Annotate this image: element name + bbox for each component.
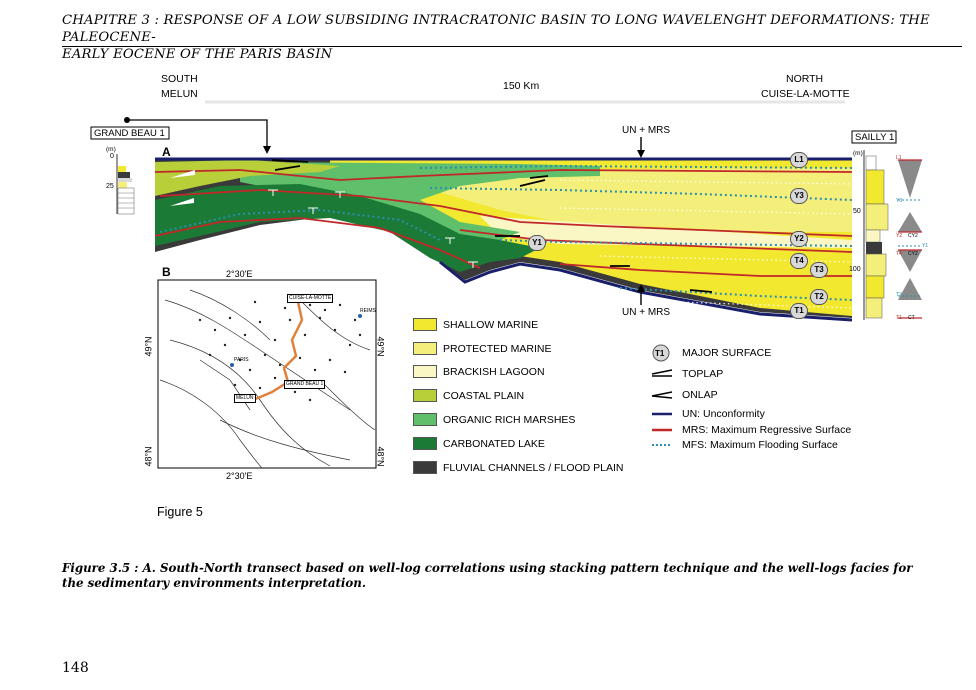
surface-marker-t1 — [790, 303, 808, 319]
un-mrs-top-label: UN + MRS — [622, 125, 671, 136]
surface-marker-l1 — [790, 152, 808, 168]
map-lon-top: 2°30'E — [226, 269, 253, 279]
legend-label: ORGANIC RICH MARSHES — [443, 414, 576, 426]
panel-a-label: A — [162, 145, 171, 159]
map-lon-bottom: 2°30'E — [226, 471, 253, 481]
legend-symbols — [652, 345, 672, 445]
map-lat-bottom-left: 48°N — [143, 446, 154, 467]
log-label: T1 — [896, 315, 902, 321]
figure-caption: Figure 3.5 : A. South-North transect based on well-log correlations using stacking pattern technique and the well-logs facies for the sedimentary environments interpretation. — [62, 561, 913, 590]
grand-beau-label: GRAND BEAU 1 — [94, 128, 165, 139]
legend-label: MAJOR SURFACE — [682, 347, 772, 359]
chapter-header-line2: EARLY EOCENE OF THE PARIS BASIN — [62, 47, 333, 62]
left-log-unit: (m) — [106, 146, 116, 153]
south-town-label: MELUN — [161, 88, 198, 100]
right-log-tick: 100 — [849, 266, 861, 273]
map-place-paris: PARIS — [234, 357, 249, 363]
log-label: L1 — [896, 155, 902, 161]
log-label: Y3 — [896, 198, 903, 204]
legend-swatch — [413, 461, 437, 474]
log-label: CY2 — [908, 251, 918, 257]
north-label: NORTH — [786, 73, 824, 85]
left-log-band — [118, 172, 130, 178]
legend-swatch — [413, 318, 437, 331]
log-label: CY2 — [908, 233, 918, 239]
map-place-reims: REIMS — [360, 308, 376, 314]
surface-marker-y3 — [790, 188, 808, 204]
surface-t3-text: T3 — [814, 265, 824, 274]
legend-swatch — [413, 365, 437, 378]
north-town-label: CUISE-LA-MOTTE — [761, 88, 850, 100]
legend-label: FLUVIAL CHANNELS / FLOOD PLAIN — [443, 462, 624, 474]
legend-label: COASTAL PLAIN — [443, 390, 525, 402]
legend-label: PROTECTED MARINE — [443, 343, 552, 355]
surface-y3-text: Y3 — [794, 191, 804, 200]
south-label: SOUTH — [161, 73, 198, 85]
page-number: 148 — [62, 660, 89, 676]
map-place-grand-beau: GRAND BEAU 1 — [286, 381, 324, 387]
surface-y1-text: Y1 — [532, 238, 542, 247]
legend-swatch — [413, 437, 437, 450]
left-log-band — [118, 182, 127, 188]
surface-t2-text: T2 — [814, 292, 824, 301]
surface-y2-text: Y2 — [794, 234, 804, 243]
left-log-band — [118, 188, 134, 214]
legend-major-surface-symbol: T1 — [655, 349, 665, 358]
right-log-unit: (m) — [853, 150, 863, 157]
sailly-label: SAILLY 1 — [855, 132, 895, 143]
surface-marker-y2 — [790, 231, 808, 247]
legend-label: MRS: Maximum Regressive Surface — [682, 424, 852, 436]
legend-swatch — [413, 389, 437, 402]
map-frame — [158, 280, 376, 468]
legend-label: BRACKISH LAGOON — [443, 366, 545, 378]
right-log-tick: 50 — [853, 208, 861, 215]
left-log-tick: 25 — [106, 183, 114, 190]
right-log-bands — [866, 156, 888, 318]
map-place-cuise: CUISE-LA-MOTTE — [289, 295, 332, 301]
log-label: T4 — [896, 251, 902, 257]
surface-t4-text: T4 — [794, 256, 804, 265]
left-log-band — [118, 178, 132, 182]
log-label: CT — [908, 315, 915, 321]
legend-label: UN: Unconformity — [682, 408, 765, 420]
scale-label: 150 Km — [503, 80, 540, 92]
log-label: Y2 — [896, 233, 903, 239]
map-place-melun: MELUN — [236, 395, 254, 401]
surface-marker-t3 — [810, 262, 828, 278]
surface-marker-y1 — [528, 235, 546, 251]
un-mrs-top-arrowhead — [637, 150, 645, 158]
legend-label: ONLAP — [682, 389, 718, 401]
legend-label: SHALLOW MARINE — [443, 319, 539, 331]
surface-marker-t4 — [790, 253, 808, 269]
left-log-band — [118, 166, 126, 172]
log-label: Y1 — [922, 243, 929, 249]
panel-b-label: B — [162, 265, 171, 279]
map-lat-top-left: 49°N — [143, 336, 154, 357]
log-label: T2 — [896, 292, 902, 298]
left-log-lines — [118, 193, 134, 208]
chapter-header-line1: CHAPITRE 3 : RESPONSE OF A LOW SUBSIDING INTRACRATONIC BASIN TO LONG WAVELENGHT DEFORMATIONS: THE PALEOCENE- — [62, 13, 930, 45]
grand-beau-arrow — [263, 146, 271, 154]
surface-marker-t2 — [810, 289, 828, 305]
legend-label: MFS: Maximum Flooding Surface — [682, 439, 838, 451]
un-mrs-bottom-label: UN + MRS — [622, 307, 671, 318]
surface-t1-text: T1 — [794, 306, 804, 315]
legend-label: CARBONATED LAKE — [443, 438, 545, 450]
legend-swatch — [413, 342, 437, 355]
map-lat-top-right: 49°N — [375, 336, 386, 357]
legend-label: TOPLAP — [682, 368, 724, 380]
left-log-tick: 0 — [110, 153, 114, 160]
legend-swatch — [413, 413, 437, 426]
surface-l1-text: L1 — [794, 155, 804, 164]
figure-label: Figure 5 — [157, 505, 203, 519]
map-lat-bottom-right: 48°N — [375, 446, 386, 467]
